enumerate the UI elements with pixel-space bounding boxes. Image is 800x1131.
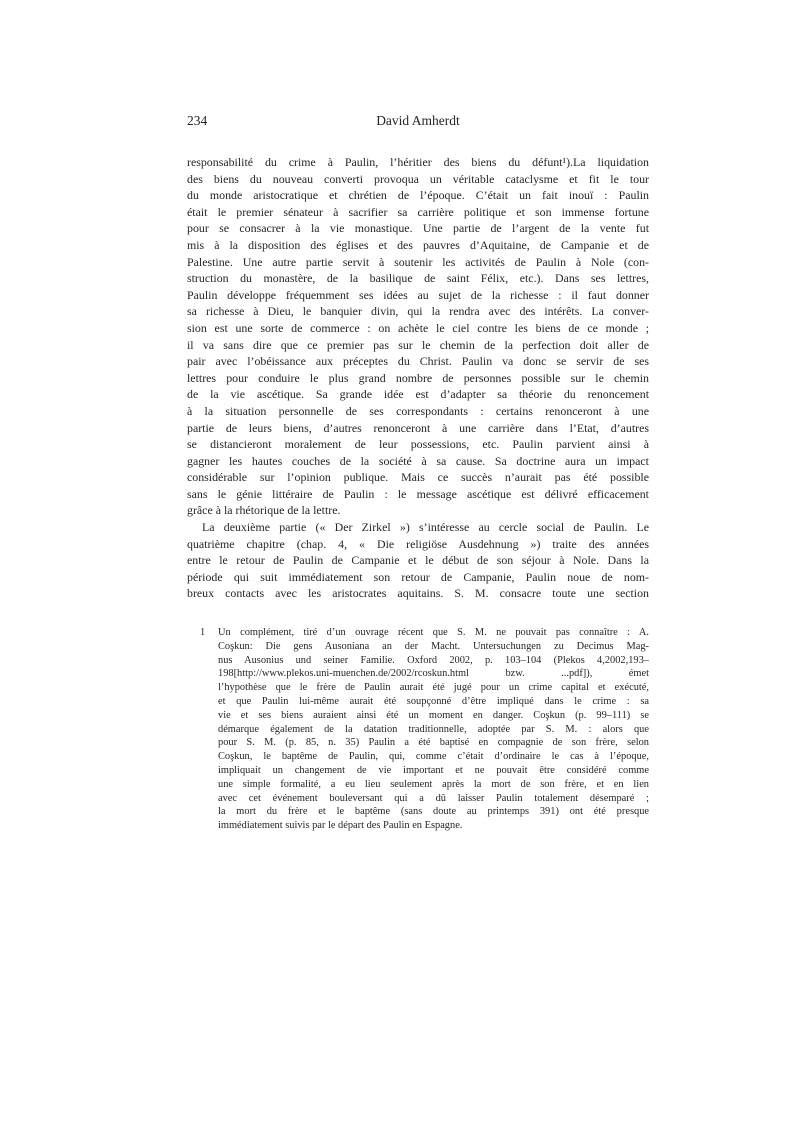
text-line: des biens du nouveau converti provoqua un véritable cataclysme et fit le tour (187, 171, 649, 186)
paragraph (187, 519, 649, 602)
text-line: avec cet événement bouleversant qui a dû laisser Paulin totalement désemparé ; (218, 792, 649, 804)
text-line: struction du monastère, de la basilique de saint Félix, etc.). Dans ses lettres, (187, 271, 649, 286)
text-line: de la vie ascétique. Sa grande idée est d’adapter sa théorie du renoncement (187, 387, 649, 402)
text-line: une simple formalité, a eu lieu seulement après la mort de son frère, et en lien (218, 778, 649, 790)
text-line: du monde aristocratique et chrétien de l’époque. C’était un fait inouï : Paulin (187, 188, 649, 203)
text-line: grâce à la rhétorique de la lettre. (187, 503, 341, 518)
text-line: pour S. M. (p. 85, n. 35) Paulin a été baptisé en compagnie de son frère, selon (218, 737, 649, 749)
text-line: et que Paulin lui-même aurait été soupçonné d’être impliqué dans le crime : sa (218, 695, 649, 707)
text-line: se distancieront moralement de leur possessions, etc. Paulin parvient ainsi à (187, 437, 649, 452)
running-title: David Amherdt (376, 113, 460, 128)
text-line: Coşkun: Die gens Ausoniana an der Macht. Untersuchungen zu Decimus Mag- (218, 640, 649, 652)
text-line: responsabilité du crime à Paulin, l’héritier des biens du défunt¹).La liquidation (187, 155, 649, 169)
text-line: pour se consacrer à la vie monastique. Une partie de l’argent de la vente fut (187, 221, 649, 236)
text-line: période qui suit immédiatement son retour de Campanie, Paulin noue de nom- (187, 569, 649, 584)
text-line: à la situation personnelle de ses correspondants : certains renonceront à une (187, 403, 649, 418)
page-number: 234 (187, 113, 208, 128)
text-line: impliquait un changement de vie important et ne pouvait être considéré comme (218, 764, 649, 776)
text-line: quatrième chapitre (chap. 4, « Die religiöse Ausdehnung ») traite des années (187, 536, 649, 551)
text-line: partie de leurs biens, d’autres renonceront à une carrière dans l’Etat, d’autres (187, 420, 649, 435)
text-line: lettres pour conduire le plus grand nombre de personnes possible sur le chemin (187, 370, 649, 385)
text-line: Coşkun, le baptême de Paulin, qui, comme c’était d’ordinaire le cas à l’époque, (218, 751, 649, 763)
text-line: immédiatement suivis par le départ des Paulin en Espagne. (218, 820, 463, 832)
text-line: nus Ausonius und seiner Familie. Oxford 2002, p. 103–104 (Plekos 4,2002,193– (218, 654, 649, 666)
text-line: l’hypothèse que le frère de Paulin aurait été jugé pour un crime capital et exécuté, (218, 682, 649, 694)
text-line: sans le génie littéraire de Paulin : le message ascétique est délivré efficacement (187, 486, 649, 501)
footnote-number: 1 (200, 627, 206, 638)
text-line: entre le retour de Paulin de Campanie et le début de son séjour à Nole. Dans la (187, 553, 649, 568)
text-line: Un complément, tiré d’un ouvrage récent que S. M. ne pouvait pas connaître : A. (218, 627, 649, 638)
text-line: Paulin développe fréquemment ses idées au sujet de la richesse : il faut donner (187, 287, 649, 302)
text-line: La deuxième partie (« Der Zirkel ») s’intéresse au cercle social de Paulin. Le (202, 520, 649, 535)
text-line: breux contacts avec les aristocrates aquitains. S. M. consacre toute une section (187, 586, 649, 601)
text-line: démarque également de la datation traditionnelle, adoptée par S. M. : alors que (218, 723, 649, 735)
text-line: gagner les hautes couches de la société à sa cause. Sa doctrine aura un impact (187, 453, 649, 468)
body-text (187, 154, 649, 602)
footnote-text (218, 626, 649, 833)
text-line: sa richesse à Dieu, le banquier divin, qui la rendra avec des intérêts. La conver- (187, 304, 649, 319)
page-header (187, 112, 649, 130)
paragraph (187, 154, 649, 519)
text-line: il va sans dire que ce premier pas sur le chemin de la perfection doit aller de (187, 337, 649, 352)
text-line: pair avec l’obéissance aux préceptes du Christ. Paulin va donc se servir de ses (187, 354, 649, 369)
text-line: Palestine. Une autre partie servit à soutenir les activités de Paulin à Nole (con- (187, 254, 649, 269)
text-line: sion est une sorte de commerce : on achète le ciel contre les biens de ce monde ; (187, 320, 649, 335)
text-line: était le premier sénateur à sacrifier sa carrière politique et son immense fortune (187, 204, 649, 219)
footnote (187, 626, 649, 833)
text-line: 198[http://www.plekos.uni-muenchen.de/2002/rcoskun.html bzw. ...pdf]), émet (218, 668, 649, 680)
text-line: la mort du frère et le baptême (sans doute au printemps 391) ont été presque (218, 806, 649, 818)
text-line: considérable sur l’opinion publique. Mais ce succès n’aurait pas été possible (187, 470, 649, 485)
text-line: mis à la disposition des églises et des pauvres d’Aquitaine, de Campanie et de (187, 237, 649, 252)
text-line: vie et ses biens auraient ainsi été un moment en danger. Coşkun (p. 99–111) se (218, 709, 649, 721)
